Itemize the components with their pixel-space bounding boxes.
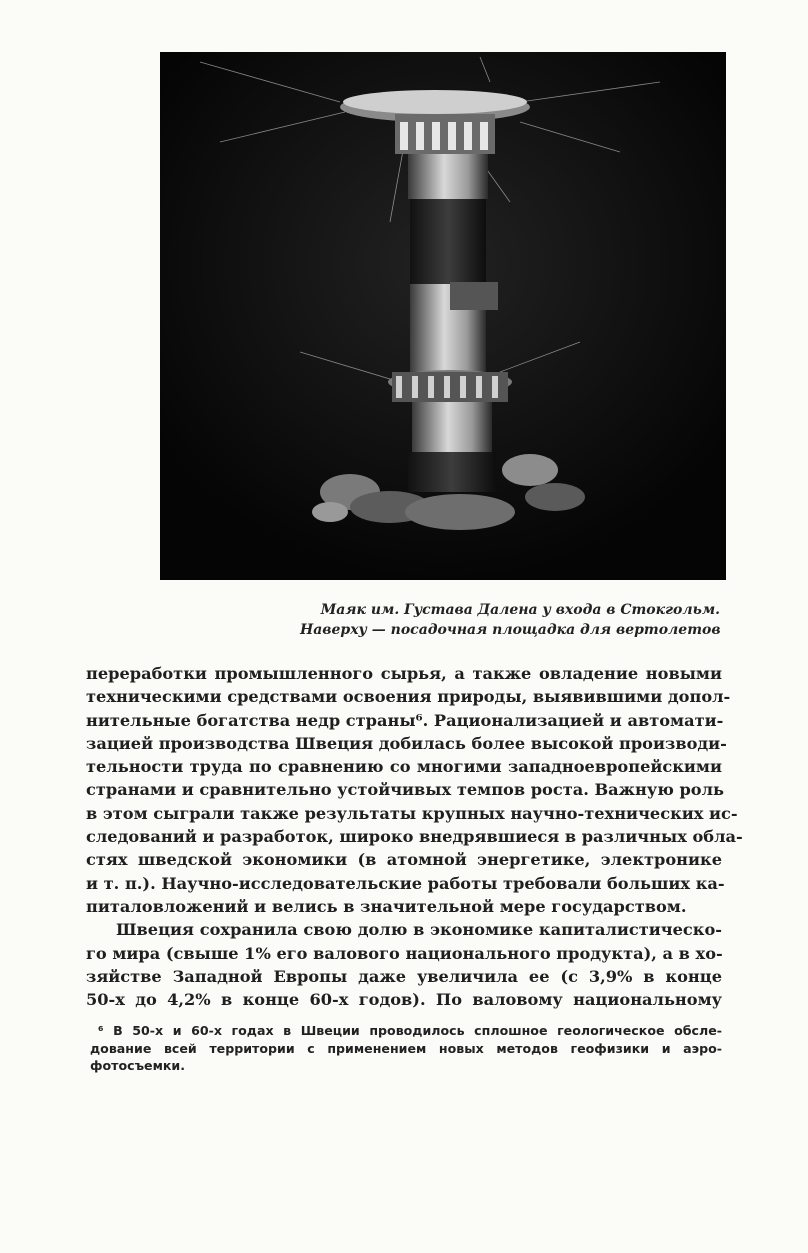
- text-line: в этом сыграли также результаты крупных научно-технических ис-: [86, 803, 738, 823]
- text-line: стях шведской экономики (в атомной энергетике, электронике: [86, 850, 722, 870]
- footnote-line: дование всей территории с применением новых методов геофизики и аэро-: [90, 1040, 722, 1056]
- lighthouse-photo: [160, 52, 726, 580]
- text-line: питаловложений и велись в значительной мере государством.: [86, 896, 687, 916]
- text-line: го мира (свыше 1% его валового национального продукта), а в хо-: [86, 943, 723, 963]
- text-line: зацией производства Швеция добилась более высокой производи-: [86, 733, 727, 753]
- footnote-line: фотосъемки.: [90, 1058, 186, 1073]
- text-line: 50-х до 4,2% в конце 60-х годов). По валовому национальному: [86, 990, 722, 1010]
- text-line: техническими средствами освоения природы, выявившими допол-: [86, 687, 731, 707]
- text-line: нительные богатства недр страны⁶. Рационализацией и автомати-: [86, 710, 724, 730]
- caption-line: Наверху — посадочная площадка для вертолетов: [300, 622, 721, 638]
- text-line: зяйстве Западной Европы даже увеличила ее (с 3,9% в конце: [86, 966, 722, 986]
- text-line: Швеция сохранила свою долю в экономике капиталистическо-: [116, 920, 722, 940]
- text-line: следований и разработок, широко внедрявшиеся в различных обла-: [86, 827, 743, 847]
- text-line: тельности труда по сравнению со многими западноевропейскими: [86, 757, 722, 777]
- text-line: переработки промышленного сырья, а также овладение новыми: [86, 664, 722, 683]
- photo-caption: [300, 600, 720, 640]
- body-text: [86, 662, 743, 1011]
- text-line: и т. п.). Научно-исследовательские работы требовали больших ка-: [86, 873, 725, 893]
- footnote: [90, 1022, 722, 1075]
- caption-line: Маяк им. Густава Далена у входа в Стокгольм.: [320, 602, 720, 618]
- footnote-line: ⁶ В 50-х и 60-х годах в Швеции проводилось сплошное геологическое обсле-: [98, 1023, 722, 1038]
- text-line: странами и сравнительно устойчивых темпов роста. Важную роль: [86, 780, 724, 800]
- lighthouse-illustration: [160, 52, 726, 580]
